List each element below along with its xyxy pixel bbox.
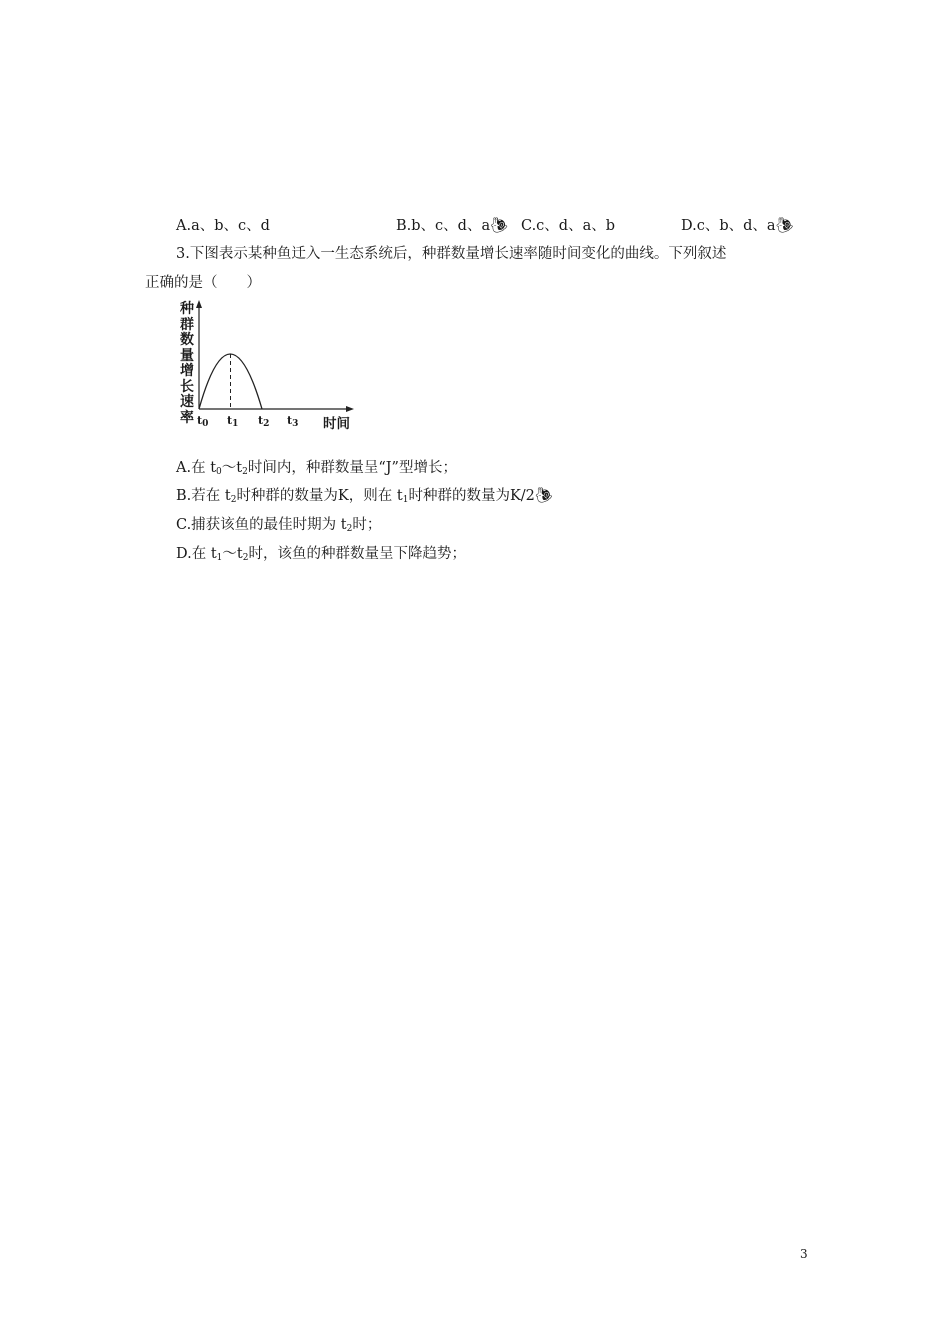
tick-t1 <box>227 414 238 427</box>
option-d <box>176 544 466 564</box>
option-c-text1: C.捕获该鱼的最佳时期为 t <box>176 517 347 533</box>
decorative-mark-icon: 🐌︎ <box>490 218 509 234</box>
option-a-text2: ～t <box>221 460 243 476</box>
option-d-text1: D.在 t <box>176 546 217 562</box>
tick-t1-sub: 1 <box>232 419 239 429</box>
option-a-prev: A.a、b、c、d <box>176 218 270 234</box>
option-d-sub1: 1 <box>216 553 223 563</box>
option-d-prev <box>681 216 794 236</box>
tick-t3-base: t <box>287 414 293 427</box>
option-a-sub2: 2 <box>242 467 248 477</box>
option-d-sub2: 2 <box>242 553 249 563</box>
tick-t2 <box>258 414 269 427</box>
y-axis-arrow-icon <box>196 300 202 308</box>
option-b-sub1: 2 <box>230 495 237 505</box>
option-d-prev-text: D.c、b、d、a <box>681 218 776 234</box>
decorative-mark-icon: 🐌︎ <box>775 218 794 234</box>
growth-curve-graph <box>190 298 360 418</box>
page-number: 3 <box>800 1247 808 1261</box>
tick-t0-base: t <box>197 414 203 427</box>
tick-t3-sub: 3 <box>292 419 299 429</box>
option-c <box>176 515 381 535</box>
x-axis-label: 时间 <box>323 416 350 432</box>
option-a-sub1: 0 <box>216 467 222 477</box>
option-b-sub2: 1 <box>402 495 409 505</box>
option-c-sub1: 2 <box>346 524 353 534</box>
option-a-text1: A.在 t <box>176 460 217 476</box>
decorative-mark-icon: 🐌︎ <box>534 488 554 504</box>
tick-t0-sub: 0 <box>202 419 209 429</box>
option-c-text2: 时； <box>352 517 382 533</box>
option-a-text3: 时间内，种群数量呈“J”型增长； <box>247 460 457 476</box>
tick-t0 <box>197 414 208 427</box>
option-a <box>176 458 457 478</box>
option-b-prev-text: B.b、c、d、a <box>396 218 491 234</box>
y-axis-label: 种群数量增长速率 <box>180 301 194 426</box>
option-b-text2: 时种群的数量为K，则在 t <box>236 488 403 504</box>
option-b <box>176 486 553 506</box>
tick-t2-sub: 2 <box>263 419 270 429</box>
tick-t2-base: t <box>258 414 264 427</box>
question-text-line2: 正确的是（ ） <box>145 275 261 291</box>
option-d-text3: 时，该鱼的种群数量呈下降趋势； <box>248 546 466 562</box>
question-text-line1: 3.下图表示某种鱼迁入一生态系统后，种群数量增长速率随时间变化的曲线。下列叙述 <box>176 246 727 262</box>
option-b-text3: 时种群的数量为K/2 <box>408 488 535 504</box>
tick-t1-base: t <box>227 414 233 427</box>
option-b-prev <box>396 216 509 236</box>
tick-t3 <box>287 414 298 427</box>
option-c-prev: C.c、d、a、b <box>521 218 616 234</box>
option-d-text2: ～t <box>222 546 243 562</box>
option-b-text1: B.若在 t <box>176 488 231 504</box>
